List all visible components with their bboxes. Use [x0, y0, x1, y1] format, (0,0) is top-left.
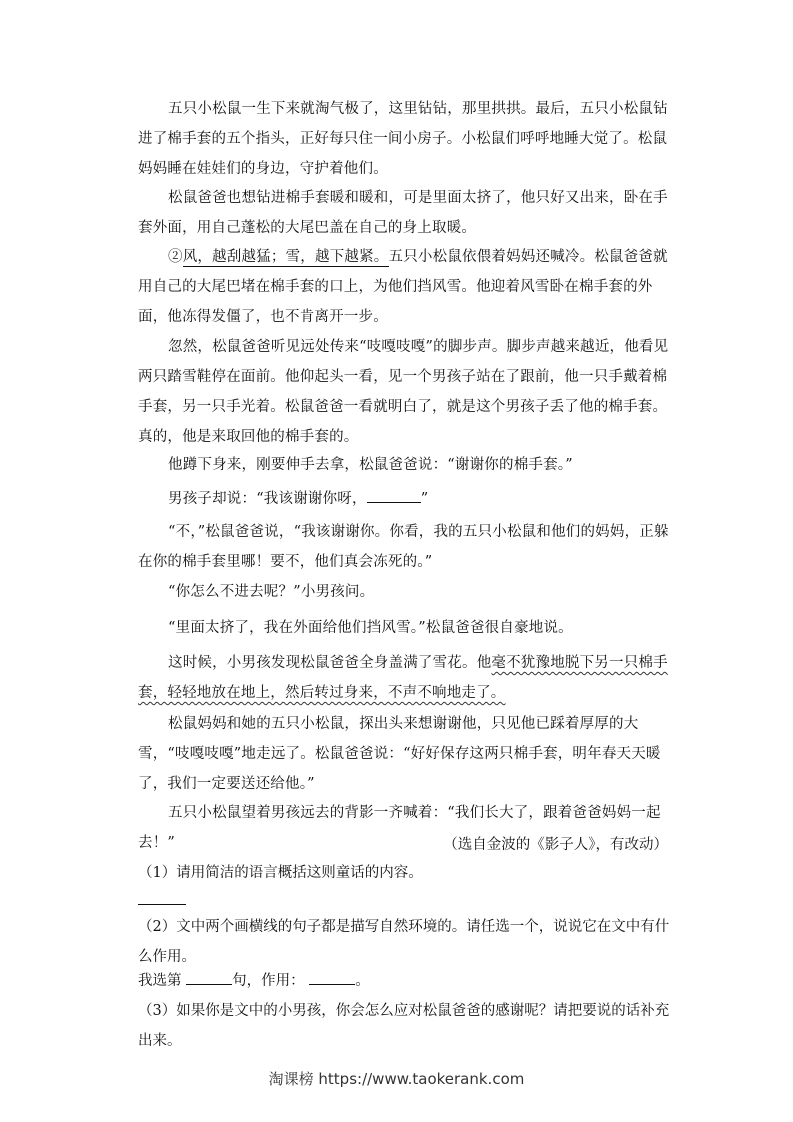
story-paragraph-1: 五只小松鼠一生下来就淘气极了，这里钻钻，那里拱拱。最后，五只小松鼠钻进了棉手套的五个指头，正好每只住一间小房子。小松鼠们呼呼地睡大觉了。松鼠妈妈睡在娃娃们的身边，守护着他们。 — [138, 101, 668, 177]
story-paragraph-8: “你怎么不进去呢？”小男孩问。 — [168, 584, 375, 600]
answer-end: 。 — [355, 973, 370, 989]
answer-prefix: 我选第 — [138, 973, 182, 989]
underlined-sentence-2: 风，越刮越猛；雪，越下越紧。 — [182, 249, 389, 265]
question-1: （1）请用简洁的语言概括这则童话的内容。 — [138, 865, 423, 881]
story-paragraph-10-text: 这时候，小男孩发现松鼠爸爸全身盖满了雪花。他 — [168, 655, 492, 671]
story-paragraph-11: 松鼠妈妈和她的五只小松鼠，探出头来想谢谢他，只见他已踩着厚厚的大雪，“吱嘎吱嘎”地走远了。松鼠爸爸说：“好好保存这两只棉手套，明年春天天暖了，我们一定要送还给他。” — [138, 716, 661, 792]
answer-line-1[interactable] — [138, 904, 186, 905]
story-paragraph-2: 松鼠爸爸也想钻进棉手套暖和暖和，可是里面太挤了，他只好又出来，卧在手套外面，用自己蓬松的大尾巴盖在自己的身上取暖。 — [138, 190, 668, 236]
story-paragraph-7: “不，”松鼠爸爸说，“我该谢谢你。你看，我的五只小松鼠和他们的妈妈，正躲在你的棉手套里哪！要不，他们真会冻死的。” — [138, 524, 669, 570]
story-paragraph-5: 他蹲下身来，刚要伸手去拿，松鼠爸爸说：“谢谢你的棉手套。” — [168, 457, 573, 473]
watermark-footer: 淘课榜 https://www.taokerank.com — [268, 1070, 525, 1088]
story-paragraph-3-rest: 五只小松鼠依偎着妈妈还喊冷。松鼠爸爸就用自己的大尾巴堵在棉手套的口上，为他们挡风雪。他迎着风雪卧在棉手套的外面，他冻得发僵了，也不肯离开一步。 — [138, 249, 668, 325]
story-paragraph-6 — [138, 484, 678, 514]
sentence-number: ② — [168, 249, 183, 265]
wavy-underlined-sentence: 毫不犹豫地脱下另一只棉手套，轻轻地放在地上，然后转过身来，不声不响地走了。 — [138, 655, 668, 701]
story-paragraph-10 — [138, 648, 678, 708]
question-3: （3）如果你是文中的小男孩，你会怎么应对松鼠爸爸的感谢呢？请把要说的话补充出来。 — [138, 1003, 670, 1049]
sentence-choice-blank[interactable] — [186, 970, 232, 985]
closing-quote: ” — [420, 491, 429, 507]
answer-mid: 句，作用： — [232, 973, 305, 989]
story-paragraph-4: 忽然，松鼠爸爸听见远处传来“吱嘎吱嘎”的脚步声。脚步声越来越近，他看见两只踏雪鞋停在面前。他仰起头一看，见一个男孩子站在了跟前，他一只手戴着棉手套，另一只手光着。松鼠爸爸一看就明白了，就是这个男孩子丢了他的棉手套。真的，他是来取回他的棉手套的。 — [138, 339, 669, 445]
question-2: （2）文中两个画横线的句子都是描写自然环境的。请任选一个，说说它在文中有什么作用。 — [138, 919, 670, 965]
answer-blank[interactable] — [367, 488, 421, 503]
story-paragraph-6-text: 男孩子却说：“我该谢谢你呀， — [168, 491, 367, 507]
story-paragraph-9: “里面太挤了，我在外面给他们挡风雪。”松鼠爸爸很自豪地说。 — [168, 620, 573, 636]
effect-answer-blank[interactable] — [309, 970, 355, 985]
question-2-answer — [138, 966, 683, 996]
story-paragraph-3 — [138, 242, 678, 332]
source-citation: （选自金波的《影子人》，有改动） — [443, 837, 668, 853]
story-paragraph-12: 五只小松鼠望着男孩远去的背影一齐喊着：“我们长大了，跟着爸爸妈妈一起去！” — [138, 805, 661, 851]
